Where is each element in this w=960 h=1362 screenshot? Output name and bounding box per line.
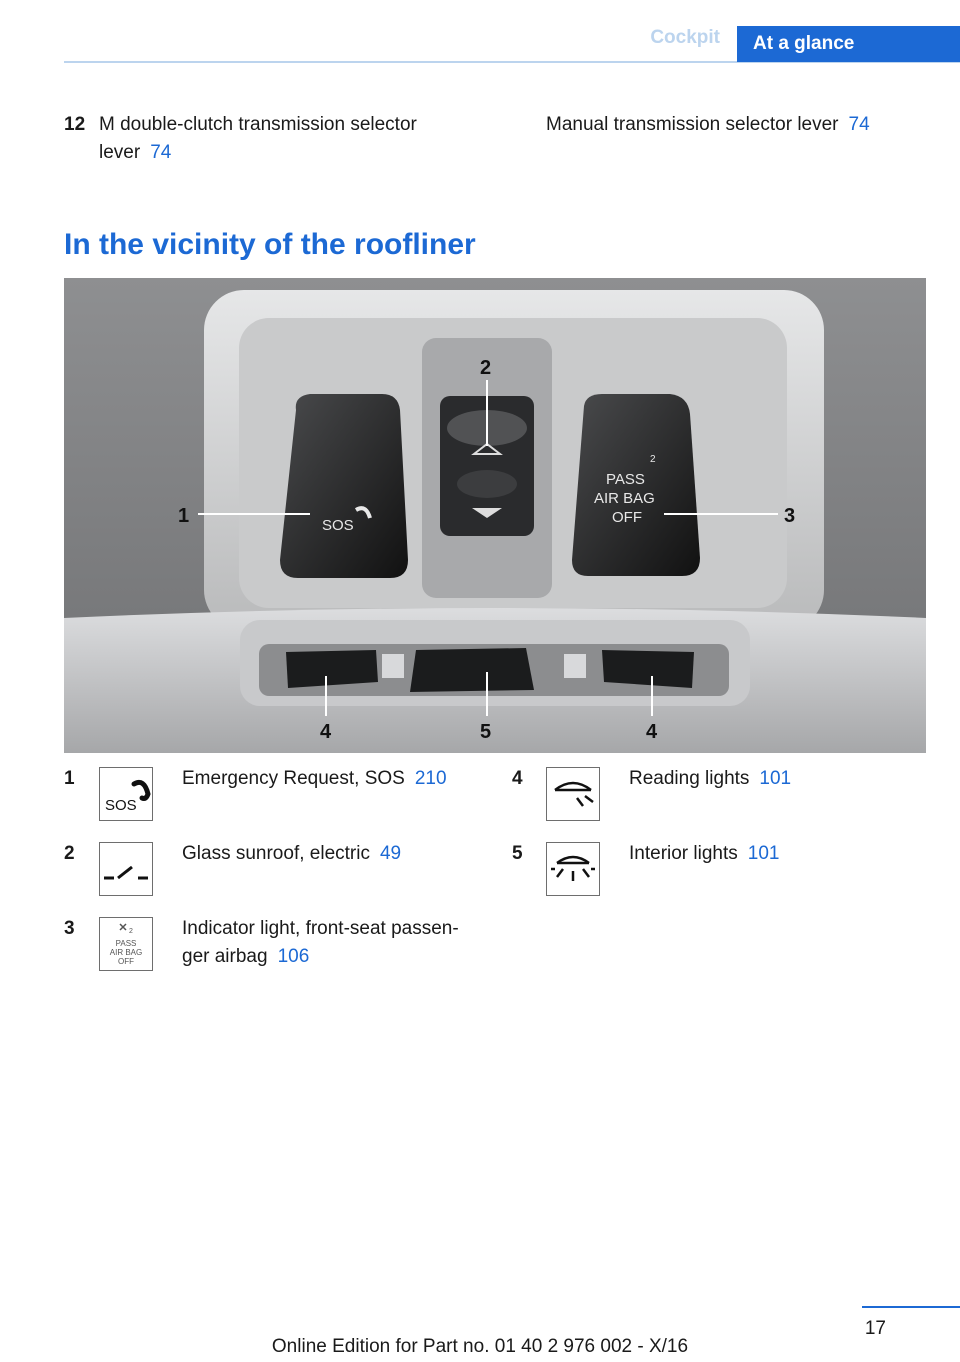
legend-number: 5 [512,843,523,864]
legend-text: ger airbag [182,946,268,967]
legend-item [182,915,459,971]
page-link[interactable]: 106 [277,946,310,967]
airbag-icon-sub: 2 [129,928,133,935]
legend-number: 2 [64,843,75,864]
sos-button-label: SOS [322,517,354,534]
roofliner-photo [64,278,926,753]
page-link[interactable]: 210 [414,768,447,789]
page-link[interactable]: 74 [150,142,172,163]
sos-icon-label: SOS [105,797,137,814]
header-section-tab[interactable]: Cockpit [650,27,720,48]
legend-text: Glass sunroof, electric [182,843,370,864]
legend-text: Reading lights [629,768,750,789]
legend-item [629,765,791,793]
callout-4-left: 4 [320,721,332,743]
item-number: 12 [64,114,86,135]
page-link[interactable]: 74 [848,114,870,135]
interior-light-icon [546,842,600,896]
legend-text: Indicator light, front-seat passen- [182,918,459,939]
airbag-icon-airbag: AIR BAG [109,948,143,957]
edition-footer: Online Edition for Part no. 01 40 2 976 002 - X/16 [271,1336,689,1357]
legend-text: Emergency Request, SOS [182,768,405,789]
reading-light-icon [546,767,600,821]
header-chapter-tab[interactable]: At a glance [737,26,960,62]
page-link[interactable]: 101 [747,843,780,864]
callout-4-right: 4 [646,721,658,743]
page-link[interactable]: 101 [759,768,792,789]
passenger-airbag-off-icon [99,917,153,971]
sos-phone-icon [99,767,153,821]
airbag-panel-sub: 2 [650,454,656,465]
page-number: 17 [864,1318,886,1339]
legend-text: Interior lights [629,843,738,864]
footer-rule [862,1306,960,1308]
legend-item [629,840,779,868]
sunroof-icon [99,842,153,896]
section-heading: In the vicinity of the roofliner [64,228,476,261]
item-text: M double-clutch transmission selector [99,114,417,135]
legend-item [182,765,447,793]
callout-5: 5 [480,721,492,743]
legend-number: 4 [512,768,523,789]
list-item [99,111,417,167]
legend-number: 1 [64,768,75,789]
legend-item [182,840,401,868]
list-item [546,111,870,139]
page-link[interactable]: 49 [379,843,402,864]
item-text: lever [99,142,141,163]
airbag-panel-off: OFF [612,509,642,526]
airbag-panel-pass: PASS [606,471,645,488]
airbag-icon-off: OFF [118,957,134,966]
callout-2: 2 [480,357,492,379]
callout-1: 1 [178,505,190,527]
legend-number: 3 [64,918,75,939]
airbag-panel-airbag: AIR BAG [594,490,655,507]
callout-3: 3 [784,505,796,527]
item-text: Manual transmission selector lever [546,114,839,135]
airbag-icon-pass: PASS [115,939,137,948]
